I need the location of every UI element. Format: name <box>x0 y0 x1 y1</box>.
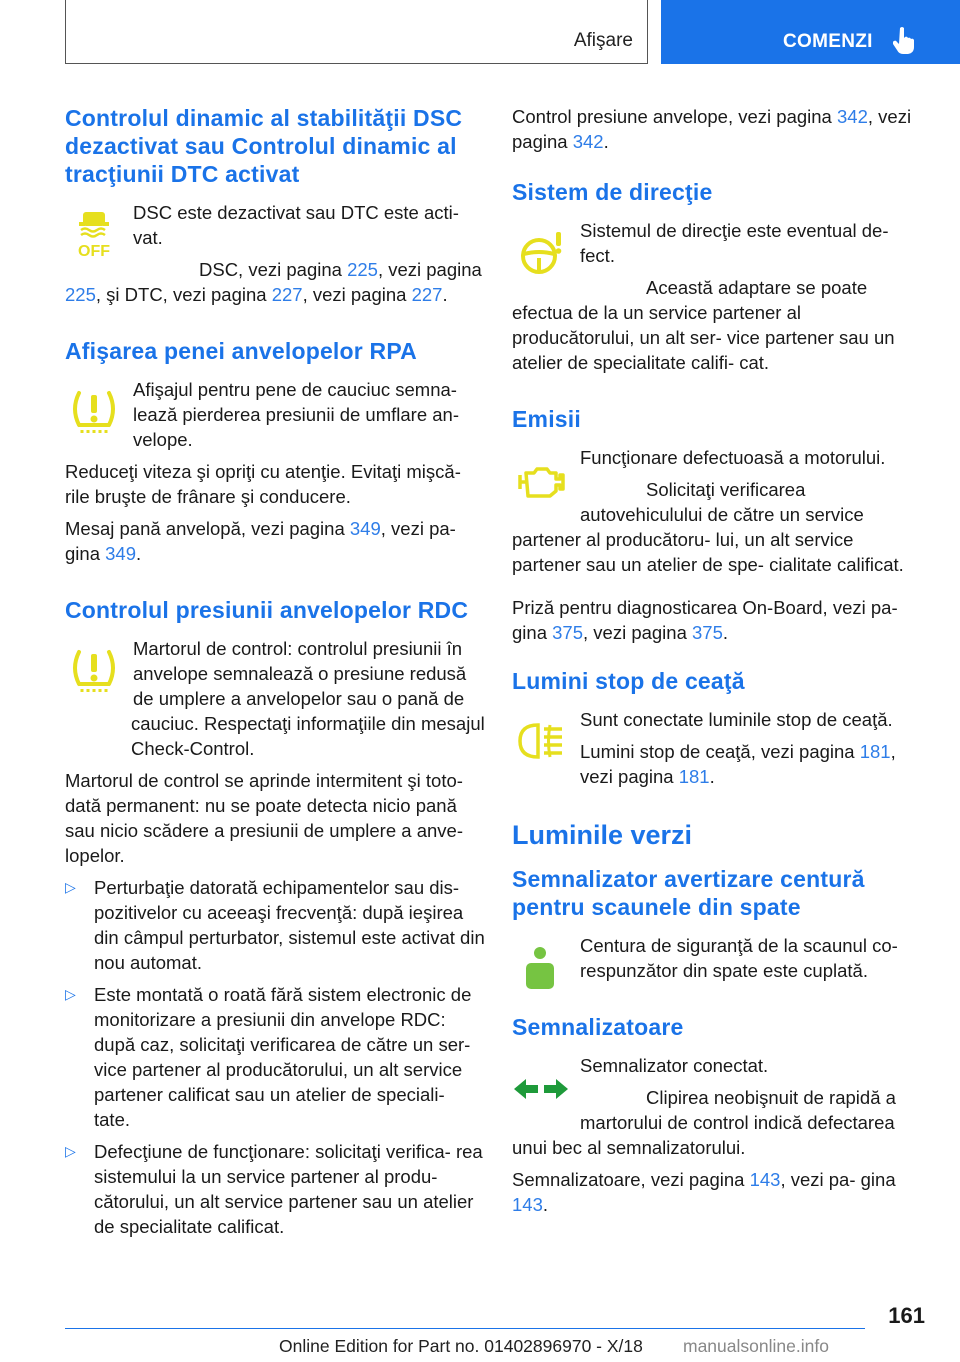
turn-desc: Semnalizator conectat. <box>580 1055 769 1076</box>
steering-title: Sistem de direcţie <box>512 179 713 205</box>
steering-section <box>512 178 927 375</box>
dsc-desc: DSC este dezactivat sau DTC este acti‐ vat. <box>133 202 459 248</box>
link-page-181-2[interactable]: 181 <box>678 766 710 787</box>
list-item: ▷ Perturbaţie datorată echipamentelor sau dis‐ pozitivelor cu aceeaşi frecvenţă: după ieşirea din câmpul perturbator, sistemul este activat din nou automat. <box>65 875 485 975</box>
turn-signal-icon <box>512 1059 570 1117</box>
dsc-refs: DSC, vezi pagina 225, vezi pagina 225, şi DTC, vezi pagina 227, vezi pagina 227. <box>65 259 482 305</box>
emissions-refs: Priză pentru diagnosticarea On-Board, vezi pa‐ gina 375, vezi pagina 375. <box>512 597 898 643</box>
rpa-advice: Reduceţi viteza şi opriţi cu atenţie. Evitaţi mişcă‐ rile bruşte de frânare şi conducere. <box>65 461 461 507</box>
header-chapter-label: COMENZI <box>783 31 873 52</box>
rdc-flash: Martorul de control se aprinde intermitent şi toto‐ dată permanent: nu se poate detecta nicio pană sau nicio scădere a presiunii de umplere a anve‐ lopelor. <box>65 770 463 866</box>
fog-refs: Lumini stop de ceaţă, vezi pagina 181, vezi pagina 181. <box>580 741 896 787</box>
svg-text:OFF: OFF <box>78 243 110 260</box>
list-item: ▷ Defecţiune de funcţionare: solicitaţi verifica‐ rea sistemului la un service partener al produ‐ cătorului, un alt service partener sau un atelier de specialitate calificat. <box>65 1139 485 1239</box>
dsc-off-warning-icon <box>65 206 123 264</box>
header-chapter-tab[interactable] <box>661 0 960 64</box>
page-number: 161 <box>888 1303 925 1328</box>
seat-belt-rear-icon <box>512 939 570 997</box>
rdc-bullet-list <box>65 875 485 1239</box>
fog-title: Lumini stop de ceaţă <box>512 668 745 694</box>
tire-refs: Control presiune anvelope, vezi pagina 342, vezi pagina 342. <box>512 106 912 152</box>
emissions-section <box>512 405 927 645</box>
tire-pressure-control-icon <box>65 642 123 700</box>
link-page-349-2[interactable]: 349 <box>105 543 136 564</box>
link-page-227[interactable]: 227 <box>271 284 303 305</box>
hand-pointer-icon <box>893 26 919 54</box>
footer-divider <box>65 1328 865 1329</box>
link-page-225-2[interactable]: 225 <box>65 284 96 305</box>
rpa-section <box>65 337 485 566</box>
dsc-section <box>65 104 485 307</box>
rdc-section <box>65 596 485 1239</box>
green-lights-title: Luminile verzi <box>512 820 693 850</box>
link-page-225[interactable]: 225 <box>347 259 378 280</box>
engine-warning-icon <box>512 451 570 509</box>
link-page-349[interactable]: 349 <box>349 518 381 539</box>
belt-desc: Centura de siguranţă de la scaunul co‐ respunzător din spate este cuplată. <box>580 935 898 981</box>
link-page-181[interactable]: 181 <box>859 741 891 762</box>
dsc-title: Controlul dinamic al stabilităţii DSC dezactivat sau Controlul dinamic al tracţiunii DTC activat <box>65 105 463 187</box>
header-section-tab <box>65 0 648 64</box>
link-page-342-2[interactable]: 342 <box>572 131 604 152</box>
link-page-227-2[interactable]: 227 <box>411 284 443 305</box>
fog-desc: Sunt conectate luminile stop de ceaţă. <box>580 709 893 730</box>
tire-pressure-warning-icon <box>65 383 123 441</box>
rdc-desc: Martorul de control: controlul presiunii în anvelope semnalează o presiune redusă de umplere a anvelopelor sau o pană de cauciuc. Respectaţi informaţiile din mesajul Check-Control. <box>131 638 485 759</box>
tire-ref-block <box>512 104 927 154</box>
turn-advice: Clipirea neobişnuit de rapidă a martorului de control indică defectarea unui bec al semnalizatorului. <box>512 1087 896 1158</box>
turn-section <box>512 1013 927 1217</box>
rpa-refs: Mesaj pană anvelopă, vezi pagina 349, vezi pa‐ gina 349. <box>65 518 456 564</box>
turn-title: Semnalizatoare <box>512 1014 684 1040</box>
rpa-desc: Afişajul pentru pene de cauciuc semna‐ lează pierderea presiunii de umflare an‐ velope. <box>133 379 459 450</box>
steering-desc: Sistemul de direcţie este eventual de‐ fect. <box>580 220 889 266</box>
steering-warning-icon <box>512 224 570 282</box>
link-page-342[interactable]: 342 <box>837 106 868 127</box>
link-page-143[interactable]: 143 <box>749 1169 781 1190</box>
rear-fog-light-icon <box>512 713 570 771</box>
emissions-title: Emisii <box>512 406 581 432</box>
fog-section <box>512 667 927 789</box>
belt-title: Semnalizator avertizare centură pentru scaunele din spate <box>512 866 865 920</box>
turn-refs: Semnalizatoare, vezi pagina 143, vezi pa‐ gina 143. <box>512 1169 896 1215</box>
link-page-375[interactable]: 375 <box>552 622 583 643</box>
edition-text: Online Edition for Part no. 01402896970 - X/18 <box>279 1336 643 1356</box>
header-section-label: Afişare <box>573 30 633 51</box>
rpa-title: Afişarea penei anvelopelor RPA <box>65 338 417 364</box>
rdc-title: Controlul presiunii anvelopelor RDC <box>65 597 469 623</box>
link-page-143-2[interactable]: 143 <box>512 1194 543 1215</box>
link-page-375-2[interactable]: 375 <box>692 622 723 643</box>
watermark: manualsonline.info <box>683 1336 829 1356</box>
list-item: ▷ Este montată o roată fără sistem electronic de monitorizare a presiunii din anvelope RDC: după caz, solicitaţi verificarea de către un ser‐ vice partener al producătorului, un alt service partener calificat sau un atelier de speciali‐ tate. <box>65 982 485 1132</box>
emissions-desc: Funcţionare defectuoasă a motorului. <box>580 447 886 468</box>
right-column <box>512 104 927 1247</box>
left-column <box>65 104 485 1269</box>
belt-section <box>512 865 927 983</box>
emissions-advice: Solicitaţi verificarea autovehiculului de către un service partener al producătoru‐ lui, un alt service partener sau un atelier de spe‐ cialitate calificat. <box>512 479 904 575</box>
steering-advice: Această adaptare se poate efectua de la un service partener al producătorului, un alt ser‐ vice partener sau un atelier de specialitate califi‐ cat. <box>512 277 895 373</box>
